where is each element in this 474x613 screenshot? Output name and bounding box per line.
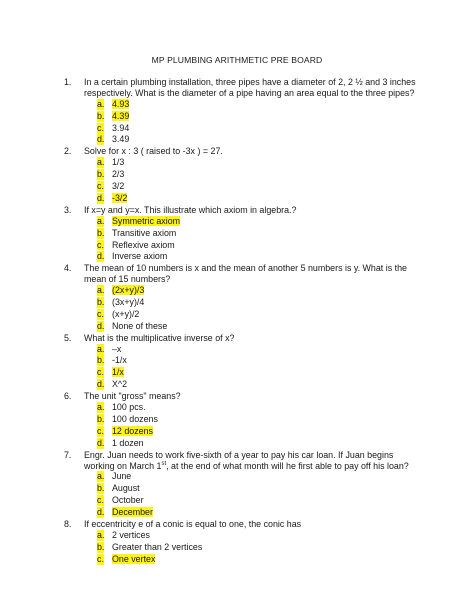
option-text: Transitive axiom: [112, 227, 177, 238]
option-b: [0, 414, 474, 426]
page-title: MP PLUMBING ARITHMETIC PRE BOARD: [151, 55, 323, 65]
option-letter: d.: [97, 507, 105, 518]
option-letter: c.: [97, 553, 104, 564]
option-text: X^2: [112, 379, 128, 390]
option-letter: c.: [97, 495, 104, 506]
option-a: [0, 402, 474, 414]
option-letter: a.: [97, 402, 105, 413]
option-text: 2 vertices: [112, 529, 150, 540]
option-b: [0, 111, 474, 123]
option-text: (2x+y)/3: [112, 285, 145, 296]
option-letter: a.: [97, 98, 105, 109]
option-letter: b.: [97, 297, 105, 308]
question-3: [0, 205, 474, 216]
option-letter: b.: [97, 227, 105, 238]
option-text: 1/x: [112, 367, 124, 378]
question-6: [0, 391, 474, 402]
option-c: [0, 426, 474, 438]
question-number: 4.: [64, 263, 72, 274]
option-text: June: [112, 471, 132, 482]
question-text-part: , at the end of what month will he first able to pay off his loan?: [166, 460, 409, 471]
option-b: [0, 483, 474, 495]
option-letter: a.: [97, 215, 105, 226]
options-1: [0, 99, 474, 147]
option-letter: b.: [97, 355, 105, 366]
option-d: [0, 507, 474, 519]
question-text: In a certain plumbing installation, three pipes have a diameter of 2, 2 ½ and 3 inches respectively. What is the diameter of a pipe having an area equal to the three pipes?: [84, 77, 416, 98]
option-text: 3.49: [112, 134, 130, 145]
option-letter: b.: [97, 541, 105, 552]
option-a: [0, 99, 474, 111]
option-letter: c.: [97, 425, 104, 436]
option-letter: c.: [97, 181, 104, 192]
options-4: [0, 285, 474, 333]
option-text: 12 dozens: [112, 425, 153, 436]
option-text: -1/x: [112, 355, 127, 366]
option-a: [0, 530, 474, 542]
question-number: 5.: [64, 332, 72, 343]
question-5: [0, 333, 474, 344]
option-letter: d.: [97, 192, 105, 203]
option-letter: c.: [97, 308, 104, 319]
option-letter: b.: [97, 483, 105, 494]
option-text: 1 dozen: [112, 437, 144, 448]
question-7: [0, 450, 474, 472]
option-text: Inverse axiom: [112, 251, 168, 262]
options-2: [0, 157, 474, 205]
option-text: -3/2: [112, 192, 128, 203]
question-number: 3.: [64, 204, 72, 215]
option-c: [0, 123, 474, 135]
option-a: [0, 471, 474, 483]
option-text: August: [112, 483, 140, 494]
option-d: [0, 321, 474, 333]
options-6: [0, 402, 474, 450]
options-8: [0, 530, 474, 566]
option-d: [0, 134, 474, 146]
ordinal-superscript: st: [161, 460, 167, 467]
option-a: [0, 344, 474, 356]
option-d: [0, 438, 474, 450]
option-c: [0, 495, 474, 507]
options-3: [0, 216, 474, 264]
option-letter: b.: [97, 169, 105, 180]
option-text: Reflexive axiom: [112, 239, 175, 250]
option-text: –x: [112, 343, 122, 354]
option-b: [0, 542, 474, 554]
option-letter: d.: [97, 437, 105, 448]
options-7: [0, 471, 474, 519]
option-b: [0, 297, 474, 309]
question-text: The mean of 10 numbers is x and the mean of another 5 numbers is y. What is the mean of 15 numbers?: [84, 263, 407, 285]
question-8: [0, 519, 474, 530]
question-text-part: Engr. Juan needs to work five-sixth of a year to pay his car loan. If Juan begins working on March 1: [84, 449, 394, 471]
question-list: [0, 77, 474, 566]
option-a: [0, 285, 474, 297]
option-d: [0, 193, 474, 205]
option-c: [0, 367, 474, 379]
option-text: (3x+y)/4: [112, 297, 145, 308]
option-text: 3/2: [112, 181, 125, 192]
option-letter: d.: [97, 134, 105, 145]
option-b: [0, 169, 474, 181]
option-letter: c.: [97, 367, 104, 378]
question-text: If x=y and y=x. This illustrate which axiom in algebra.?: [84, 204, 297, 215]
option-text: 3.94: [112, 122, 130, 133]
option-text: 100 dozens: [112, 413, 158, 424]
option-a: [0, 157, 474, 169]
option-letter: d.: [97, 251, 105, 262]
question-number: 2.: [64, 146, 72, 157]
option-c: [0, 309, 474, 321]
option-letter: d.: [97, 379, 105, 390]
question-number: 8.: [64, 519, 72, 529]
option-b: [0, 355, 474, 367]
option-d: [0, 251, 474, 263]
question-4: [0, 263, 474, 285]
option-letter: c.: [97, 239, 104, 250]
option-letter: a.: [97, 285, 105, 296]
option-letter: a.: [97, 157, 105, 168]
option-text: None of these: [112, 320, 168, 331]
question-text: If eccentricity e of a conic is equal to one, the conic has: [84, 519, 302, 529]
question-text: Solve for x : 3 ( raised to -3x ) = 27.: [84, 146, 223, 157]
option-text: 100 pcs.: [112, 402, 146, 413]
question-number: 7.: [64, 449, 72, 460]
option-text: (x+y)/2: [112, 308, 140, 319]
option-c: [0, 181, 474, 193]
option-text: Greater than 2 vertices: [112, 541, 203, 552]
option-a: [0, 216, 474, 228]
question-1: [0, 77, 474, 99]
option-letter: d.: [97, 320, 105, 331]
option-letter: a.: [97, 343, 105, 354]
option-text: 4.93: [112, 98, 130, 109]
option-text: 4.39: [112, 110, 130, 121]
option-letter: c.: [97, 122, 104, 133]
option-text: 2/3: [112, 169, 125, 180]
option-text: October: [112, 495, 144, 506]
question-number: 1.: [64, 77, 72, 87]
option-text: One vertex: [112, 553, 156, 564]
option-b: [0, 228, 474, 240]
option-text: December: [112, 507, 153, 518]
option-c: [0, 554, 474, 566]
question-number: 6.: [64, 391, 72, 402]
option-letter: b.: [97, 110, 105, 121]
option-letter: a.: [97, 471, 105, 482]
option-letter: b.: [97, 413, 105, 424]
options-5: [0, 344, 474, 392]
option-text: 1/3: [112, 157, 125, 168]
option-d: [0, 379, 474, 391]
option-letter: a.: [97, 529, 105, 540]
question-2: [0, 146, 474, 157]
option-c: [0, 240, 474, 252]
question-text: [84, 450, 424, 472]
question-text: The unit "gross" means?: [84, 391, 181, 402]
option-text: Symmetric axiom: [112, 215, 181, 226]
question-text: What is the multiplicative inverse of x?: [84, 332, 235, 343]
